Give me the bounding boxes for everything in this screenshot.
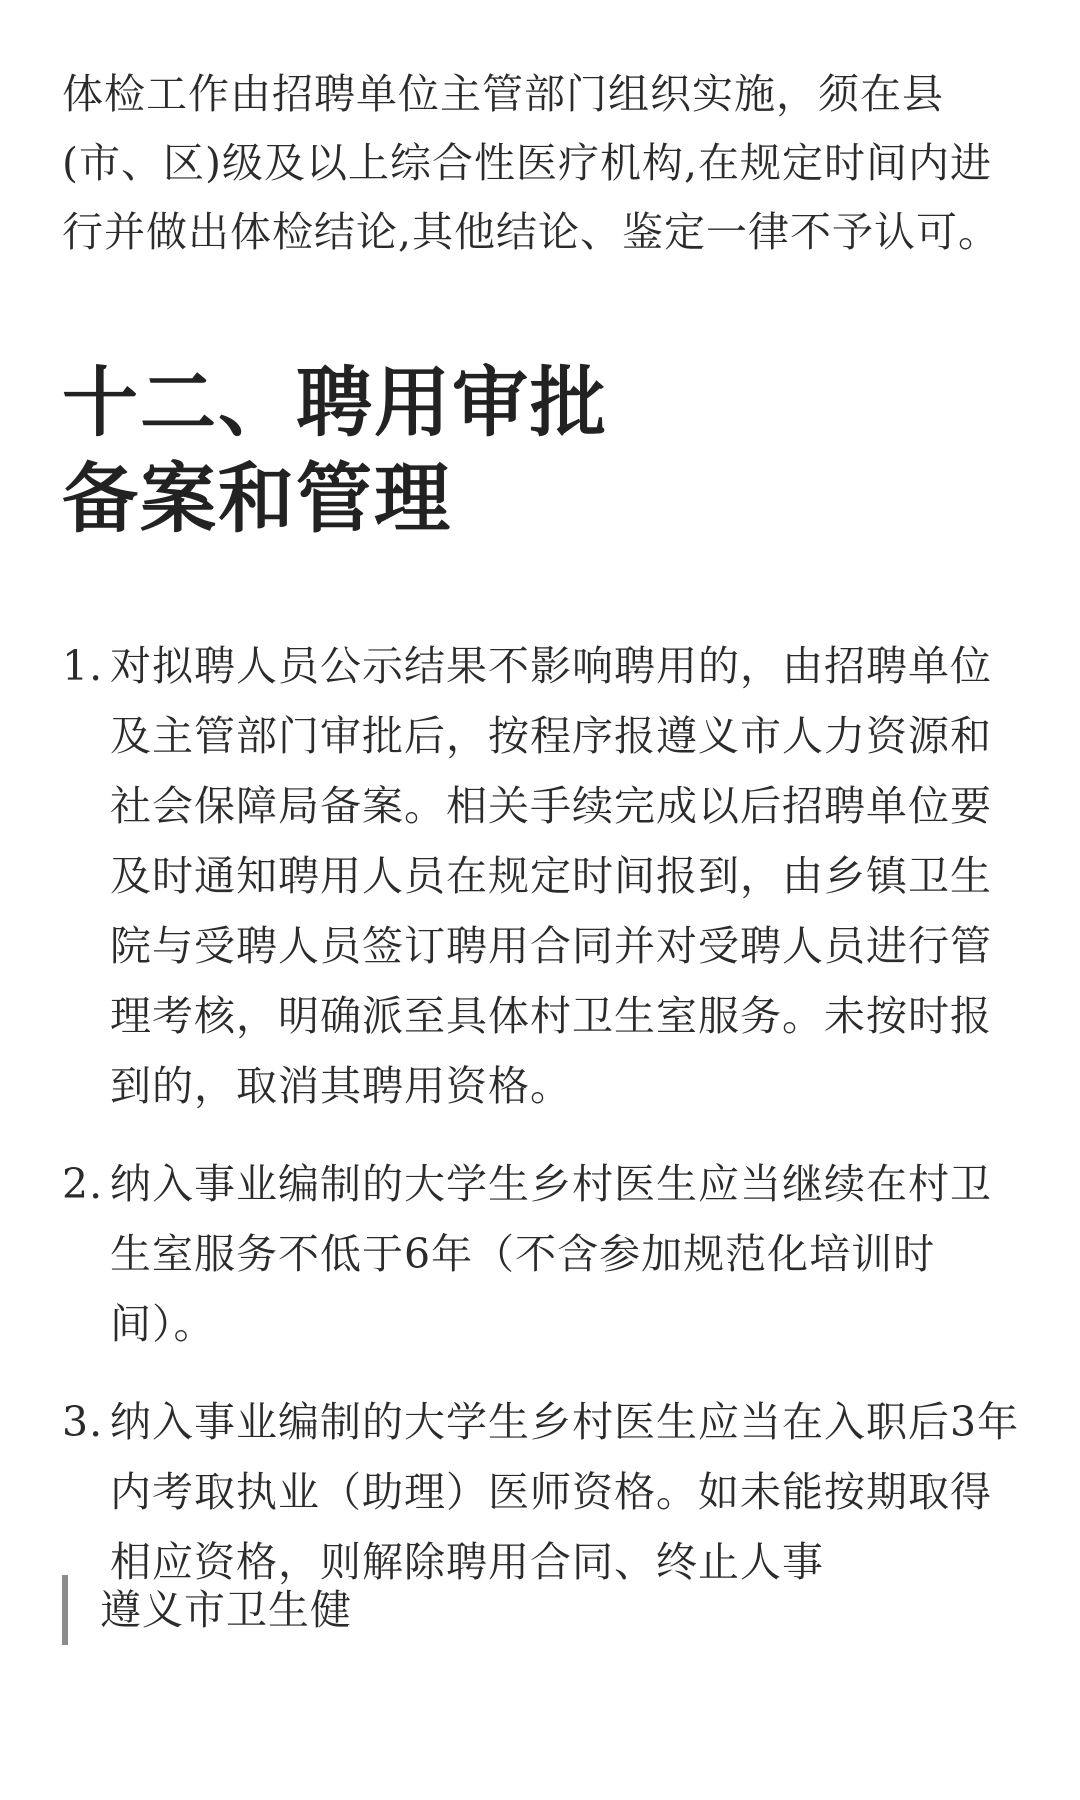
list-item-number: 3. <box>62 1398 104 1446</box>
list-item <box>62 1387 1028 1597</box>
list-item <box>62 1149 1028 1359</box>
quote-bar <box>62 1575 68 1645</box>
list-item-number: 1. <box>62 642 104 690</box>
list-item-text: 对拟聘人员公示结果不影响聘用的，由招聘单位及主管部门审批后，按程序报遵义市人力资源和社会保障局备案。相关手续完成以后招聘单位要及时通知聘用人员在规定时间报到，由乡镇卫生院与受聘人员签订聘用合同并对受聘人员进行管理考核，明确派至具体村卫生室服务。未按时报到的，取消其聘用资格。 <box>110 642 992 1110</box>
list-item-text: 纳入事业编制的大学生乡村医生应当在入职后3年内考取执业（助理）医师资格。如未能按期取得相应资格，则解除聘用合同、终止人事 <box>110 1398 1020 1586</box>
numbered-list <box>62 631 1028 1597</box>
section-heading-line-1: 十二、聘用审批 <box>62 358 608 447</box>
source-text: 遵义市卫生健 <box>100 1586 352 1634</box>
list-item <box>62 631 1028 1121</box>
list-item-number: 2. <box>62 1160 104 1208</box>
section-heading <box>62 355 1028 547</box>
source-quote <box>62 1575 352 1645</box>
section-heading-line-2: 备案和管理 <box>62 454 452 543</box>
intro-paragraph: 体检工作由招聘单位主管部门组织实施，须在县(市、区)级及以上综合性医疗机构,在规定时间内进行并做出体检结论,其他结论、鉴定一律不予认可。 <box>62 70 1001 256</box>
list-item-text: 纳入事业编制的大学生乡村医生应当继续在村卫生室服务不低于6年（不含参加规范化培训时间）。 <box>110 1160 992 1348</box>
